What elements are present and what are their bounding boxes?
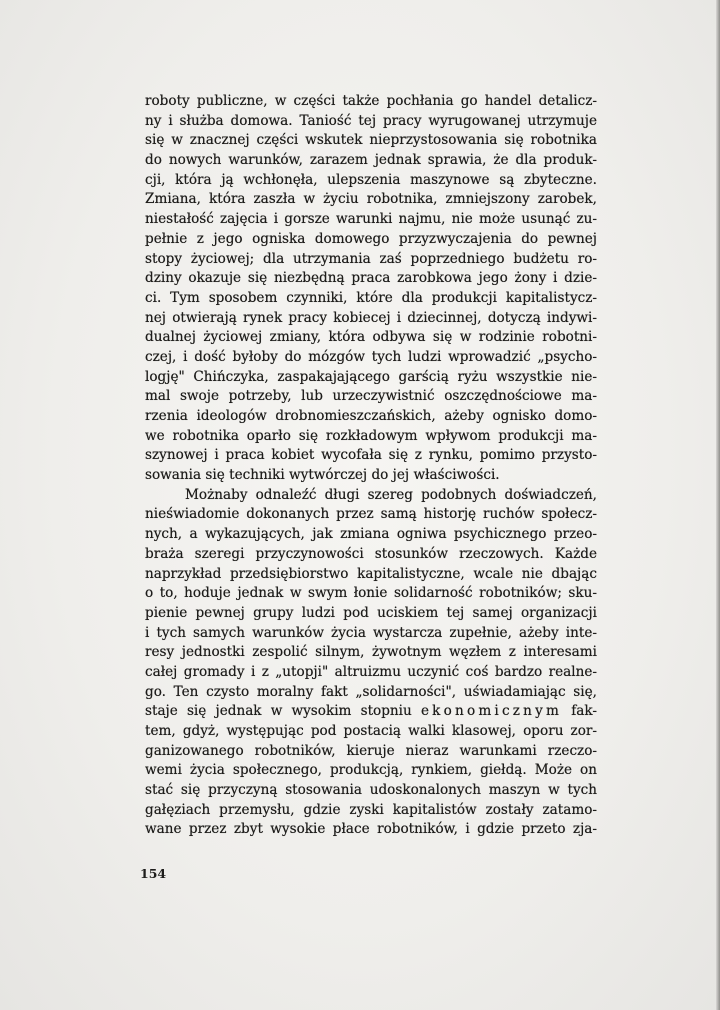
text-line: dziny okazuje się niezbędną praca zarobkowa jego żony i dzie- <box>145 270 597 287</box>
text-line: braża szeregi przyczynowości stosunków rzeczowych. Każde <box>145 545 597 562</box>
text-line: wemi życia społecznego, produkcją, rynkiem, giełdą. Może on <box>145 762 597 779</box>
page-number: 154 <box>140 866 167 881</box>
text-line: do nowych warunków, zarazem jednak sprawia, że dla produk- <box>145 152 597 169</box>
text-line-emphasis <box>145 702 597 722</box>
page-edge-shadow <box>716 0 720 1010</box>
text-line: stopy życiowej; dla utrzymania zaś poprzedniego budżetu ro- <box>145 250 597 267</box>
text-line: ganizowanego robotników, kieruje nieraz warunkami rzeczo- <box>145 742 597 759</box>
paragraph-1 <box>145 92 597 486</box>
text-line: pełnie z jego ogniska domowego przyzwyczajenia do pewnej <box>145 230 597 247</box>
text-line: go. Ten czysto moralny fakt „solidarności", uświadamiając się, <box>145 683 597 700</box>
text-line: niestałość zajęcia i gorsze warunki najmu, nie może usunąć zu- <box>145 211 597 228</box>
text-line: o to, hoduje jednak w swym łonie solidarność robotników; sku- <box>145 585 597 602</box>
text-line: całej gromady i z „utopji" altruizmu uczynić coś bardzo realne- <box>145 663 597 680</box>
text-line: nej otwierają rynek pracy kobiecej i dziecinnej, dotyczą indywi- <box>145 309 597 326</box>
text-line: sowania się techniki wytwórczej do jej właściwości. <box>145 467 500 484</box>
text-line: dualnej życiowej zmiany, która odbywa się w rodzinie robotni- <box>145 329 597 346</box>
text-line: czej, i dość byłoby do mózgów tych ludzi wprowadzić „psycho- <box>145 348 597 365</box>
text-line: ny i służba domowa. Taniość tej pracy wyrugowanej utrzymuje <box>145 112 597 129</box>
text-line: ci. Tym sposobem czynniki, które dla produkcji kapitalistycz- <box>145 289 597 306</box>
text-line: Zmiana, która zaszła w życiu robotnika, zmniejszony zarobek, <box>145 191 597 208</box>
text-line: wane przez zbyt wysokie płace robotników, i gdzie przeto zja- <box>145 821 597 838</box>
text-line: Możnaby odnaleźć długi szereg podobnych doświadczeń, <box>185 486 597 503</box>
text-line: logję" Chińczyka, zaspakajającego garścią ryżu wszystkie nie- <box>145 368 597 385</box>
text-line: mal swoje potrzeby, lub urzeczywistnić oszczędnościowe ma- <box>145 388 597 405</box>
text-line: stać się przyczyną stosowania udoskonalonych maszyn w tych <box>145 782 597 799</box>
text-line: naprzykład przedsiębiorstwo kapitalistyczne, wcale nie dbając <box>145 565 597 582</box>
text-line: się w znacznej części wskutek nieprzystosowania się robotnika <box>145 132 597 149</box>
text-line: cji, która ją wchłonęła, ulepszenia maszynowe są zbyteczne. <box>145 171 597 188</box>
text-line: i tych samych warunków życia wystarcza zupełnie, ażeby inte- <box>145 624 597 641</box>
text-line: rzenia ideologów drobnomieszczańskich, ażeby ognisko domo- <box>145 408 597 424</box>
emphasis-after: fak- <box>562 703 597 720</box>
text-line: nych, a wykazujących, jak zmiana ogniwa psychicznego przeo- <box>145 526 597 543</box>
emphasis-before: staje się jednak w wysokim stopniu <box>145 703 421 720</box>
text-line: tem, gdyż, występując pod postacią walki klasowej, oporu zor- <box>145 723 597 739</box>
body-text <box>145 92 597 840</box>
paragraph-2 <box>145 486 597 840</box>
emphasis-spaced-word: ekonomicznym <box>420 703 563 720</box>
text-line: nieświadomie dokonanych przez samą historję ruchów społecz- <box>145 506 597 523</box>
text-line: resy jednostki zespolić silnym, żywotnym węzłem z interesami <box>145 644 597 661</box>
text-line: gałęziach przemysłu, gdzie zyski kapitalistów zostały zatamo- <box>145 801 597 818</box>
text-line: szynowej i praca kobiet wycofała się z rynku, pomimo przysto- <box>145 447 597 464</box>
text-line: roboty publiczne, w części także pochłania go handel detalicz- <box>145 93 597 109</box>
text-line: pienie pewnej grupy ludzi pod uciskiem tej samej organizacji <box>145 604 597 621</box>
text-line: we robotnika oparło się rozkładowym wpływom produkcji ma- <box>145 427 597 444</box>
